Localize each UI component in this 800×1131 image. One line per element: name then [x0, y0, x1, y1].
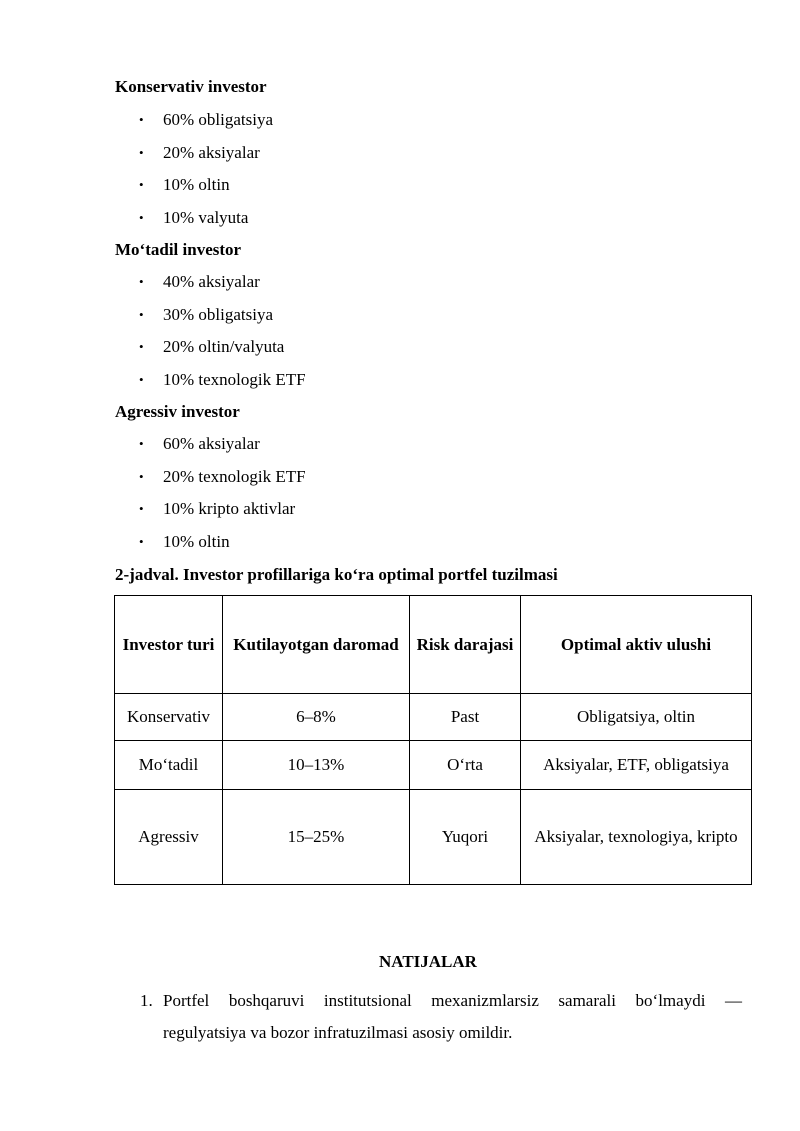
list-item [115, 434, 306, 467]
list-item-text: 60% obligatsiya [163, 110, 274, 129]
list-item [115, 370, 306, 403]
bullet-list-konservativ [115, 110, 273, 240]
list-item-text: 60% aksiyalar [163, 434, 260, 453]
table-row [115, 694, 752, 741]
table-cell: Obligatsiya, oltin [521, 694, 752, 741]
list-item [115, 305, 306, 338]
section-heading-motadil: Mo‘tadil investor [115, 240, 242, 259]
bullet-icon: • [139, 468, 144, 484]
table-cell: Past [410, 694, 521, 741]
list-number: 1. [140, 991, 153, 1010]
word: institutsional [323, 991, 412, 1010]
list-item [115, 467, 306, 500]
word: samarali [558, 991, 617, 1010]
list-item [115, 337, 306, 370]
table-cell: Konservativ [115, 694, 223, 741]
word: Portfel [163, 991, 210, 1010]
paragraph-line [163, 985, 742, 1017]
list-item [115, 110, 273, 143]
bullet-icon: • [139, 371, 144, 387]
table-row [115, 741, 752, 790]
word: — [724, 991, 742, 1010]
word: boshqaruvi [228, 991, 305, 1010]
list-item [115, 143, 273, 176]
table-cell: Agressiv [115, 790, 223, 885]
results-heading: NATIJALAR [379, 952, 477, 971]
list-item [115, 208, 273, 241]
list-item [115, 272, 306, 305]
table-cell: Mo‘tadil [115, 741, 223, 790]
list-item-text: 10% oltin [163, 175, 230, 194]
bullet-icon: • [139, 209, 144, 225]
table-cell: 15–25% [223, 790, 410, 885]
list-item-text: 10% kripto aktivlar [163, 499, 296, 518]
word: mexanizmlarsiz [431, 991, 539, 1010]
bullet-icon: • [139, 436, 144, 451]
list-item [115, 532, 306, 565]
section-heading-konservativ: Konservativ investor [115, 77, 267, 96]
list-item-text: 10% texnologik ETF [163, 369, 306, 389]
column-header-optimal-allocation: Optimal aktiv ulushi [521, 596, 752, 694]
column-header-risk-level: Risk darajasi [410, 596, 521, 694]
column-header-investor-type: Investor turi [115, 596, 223, 694]
list-item-text: 20% aksiyalar [163, 142, 260, 162]
table-cell: O‘rta [410, 741, 521, 790]
section-heading-agressiv: Agressiv investor [115, 402, 240, 421]
bullet-icon: • [139, 177, 144, 192]
list-item-text: 20% texnologik ETF [163, 466, 306, 486]
table-header-row [115, 596, 752, 694]
bullet-icon: • [139, 501, 144, 516]
bullet-icon: • [139, 112, 144, 127]
list-item-text: 20% oltin/valyuta [163, 337, 285, 356]
list-item-text: 30% obligatsiya [163, 304, 274, 324]
bullet-icon: • [139, 306, 144, 322]
investor-profile-table [114, 595, 752, 885]
list-item [115, 175, 273, 208]
list-item [115, 499, 306, 532]
bullet-icon: • [139, 144, 144, 160]
bullet-icon: • [139, 533, 144, 549]
bullet-icon: • [139, 274, 144, 289]
list-item-text: 40% aksiyalar [163, 272, 260, 291]
column-header-expected-return: Kutilayotgan daromad [223, 596, 410, 694]
list-item-text: 10% valyuta [163, 207, 249, 227]
bullet-list-motadil [115, 272, 306, 402]
table-cell: Aksiyalar, texnologiya, kripto [521, 790, 752, 885]
table-cell: Aksiyalar, ETF, obligatsiya [521, 741, 752, 790]
word: bo‘lmaydi [635, 991, 706, 1010]
paragraph-line: regulyatsiya va bozor infratuzilmasi asosiy omildir. [163, 1023, 513, 1042]
table-cell: 6–8% [223, 694, 410, 741]
table-cell: 10–13% [223, 741, 410, 790]
list-item-text: 10% oltin [163, 531, 230, 551]
table-cell: Yuqori [410, 790, 521, 885]
table-caption: 2-jadval. Investor profillariga ko‘ra optimal portfel tuzilmasi [115, 565, 558, 584]
table-row [115, 790, 752, 885]
bullet-list-agressiv [115, 434, 306, 564]
bullet-icon: • [139, 339, 144, 354]
